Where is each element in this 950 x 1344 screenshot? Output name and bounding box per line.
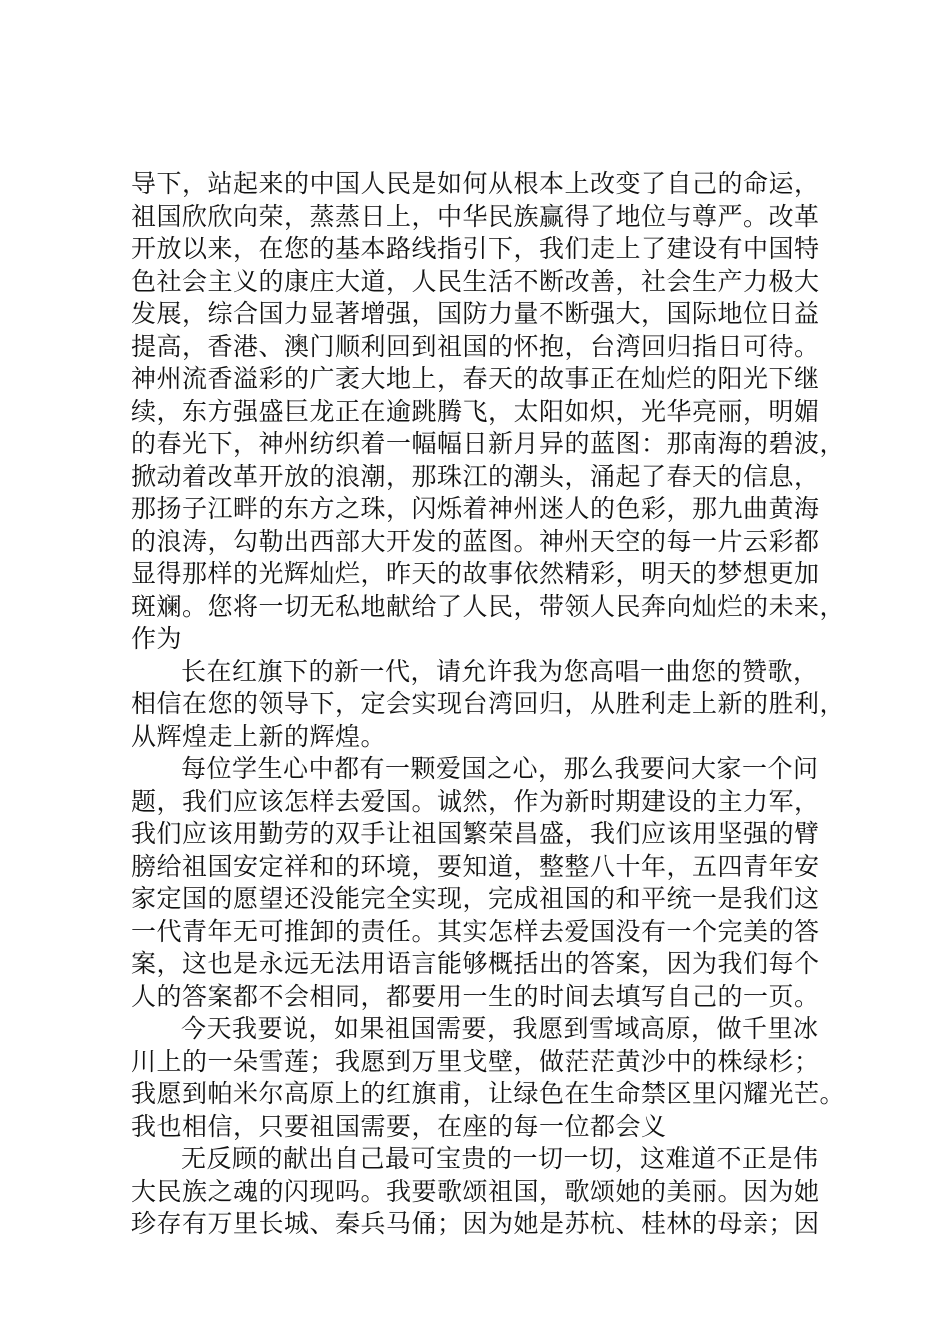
text-line: 显得那样的光辉灿烂，昨天的故事依然精彩，明天的梦想更加 (131, 559, 820, 588)
text-line: 的浪涛，勾勒出西部大开发的蓝图。神州天空的每一片云彩都 (131, 526, 820, 556)
text-line: 一代青年无可推卸的责任。其实怎样去爱国没有一个完美的答 (131, 916, 820, 946)
text-line: 续，东方强盛巨龙正在逾跳腾飞，太阳如炽，光华亮丽，明媚 (131, 396, 820, 426)
text-line: 祖国欣欣向荣，蒸蒸日上，中华民族赢得了地位与尊严。改革 (131, 201, 820, 231)
text-line: 相信在您的领导下，定会实现台湾回归，从胜利走上新的胜利， (131, 689, 846, 718)
paragraph-start-line: 长在红旗下的新一代，请允许我为您高唱一曲您的赞歌， (181, 656, 819, 686)
text-line: 川上的一朵雪莲；我愿到万里戈壁，做茫茫黄沙中的株绿杉； (131, 1046, 820, 1076)
text-line: 斑斓。您将一切无私地献给了人民，带领人民奔向灿烂的未来， (131, 591, 846, 621)
text-line: 我也相信，只要祖国需要，在座的每一位都会义 (131, 1111, 667, 1141)
text-line: 提高，香港、澳门顺利回到祖国的怀抱，台湾回归指日可待。 (131, 331, 820, 361)
paragraph-start-line: 每位学生心中都有一颗爱国之心，那么我要问大家一个问 (181, 754, 819, 783)
text-line: 色社会主义的康庄大道，人民生活不断改善，社会生产力极大 (131, 266, 820, 296)
text-line: 膀给祖国安定祥和的环境，要知道，整整八十年，五四青年安 (131, 851, 820, 881)
paragraph-start-line: 无反顾的献出自己最可宝贵的一切一切，这难道不正是伟 (181, 1144, 819, 1173)
text-line: 我愿到帕米尔高原上的红旗甫，让绿色在生命禁区里闪耀光芒。 (131, 1079, 846, 1108)
text-line: 我们应该用勤劳的双手让祖国繁荣昌盛，我们应该用坚强的臂 (131, 819, 820, 848)
text-line: 神州流香溢彩的广袤大地上，春天的故事正在灿烂的阳光下继 (131, 364, 820, 393)
text-line: 珍存有万里长城、秦兵马俑；因为她是苏杭、桂林的母亲；因 (131, 1209, 820, 1238)
text-line: 作为 (131, 624, 183, 653)
text-line: 人的答案都不会相同，都要用一生的时间去填写自己的一页。 (131, 981, 820, 1011)
text-line: 案，这也是永远无法用语言能够概括出的答案，因为我们每个 (131, 949, 820, 978)
text-line: 题，我们应该怎样去爱国。诚然，作为新时期建设的主力军， (131, 786, 820, 816)
text-line: 从辉煌走上新的辉煌。 (131, 721, 387, 751)
text-line: 掀动着改革开放的浪潮，那珠江的潮头，涌起了春天的信息， (131, 461, 820, 491)
text-line: 大民族之魂的闪现吗。我要歌颂祖国，歌颂她的美丽。因为她 (131, 1176, 820, 1206)
text-line: 发展，综合国力显著增强，国防力量不断强大，国际地位日益 (131, 299, 820, 328)
body-text (131, 168, 851, 1241)
text-line: 家定国的愿望还没能完全实现，完成祖国的和平统一是我们这 (131, 884, 820, 913)
text-line: 开放以来，在您的基本路线指引下，我们走上了建设有中国特 (131, 234, 820, 263)
paragraph-start-line: 今天我要说，如果祖国需要，我愿到雪域高原，做千里冰 (181, 1014, 819, 1043)
text-line: 那扬子江畔的东方之珠，闪烁着神州迷人的色彩，那九曲黄海 (131, 494, 820, 523)
text-line: 的春光下，神州纺织着一幅幅日新月异的蓝图：那南海的碧波， (131, 429, 846, 458)
text-line: 导下，站起来的中国人民是如何从根本上改变了自己的命运， (131, 169, 820, 198)
